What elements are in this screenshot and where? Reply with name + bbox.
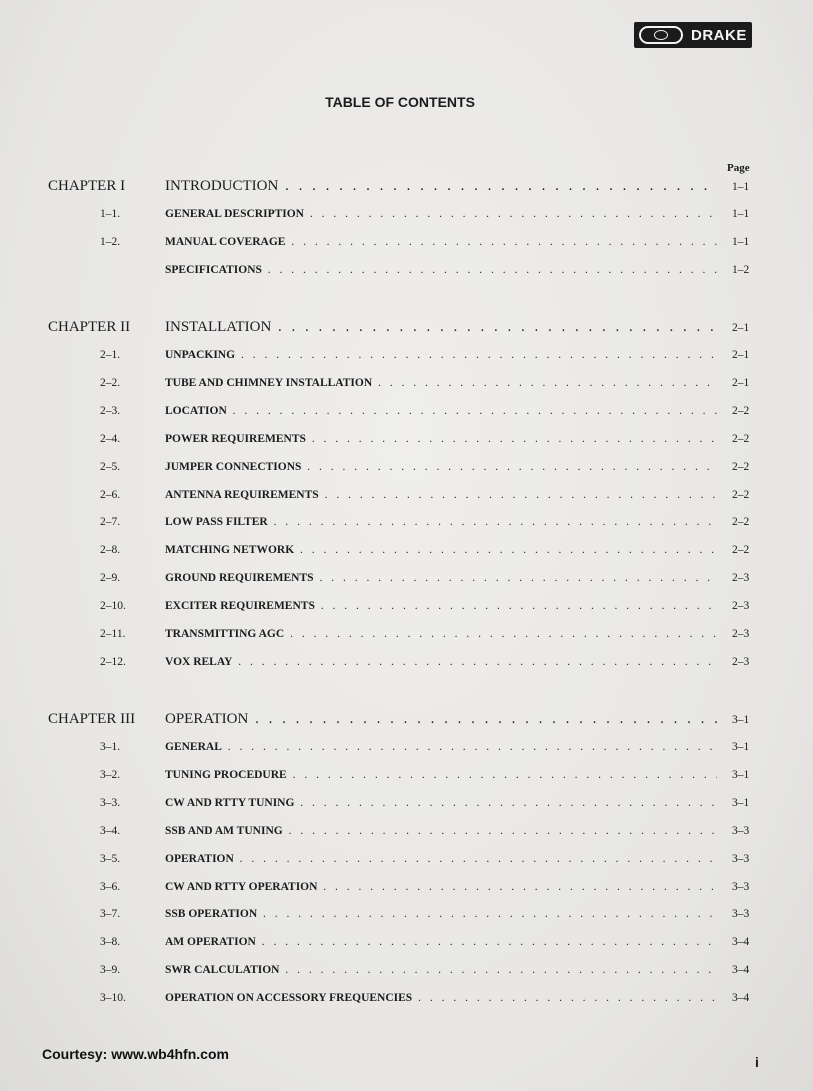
toc-section-row	[0, 851, 813, 871]
section-title: LOCATION . . .	[165, 405, 717, 417]
section-title: TRANSMITTING AGC . . .	[165, 628, 717, 640]
section-title: SSB OPERATION . . .	[165, 908, 717, 920]
section-title: ANTENNA REQUIREMENTS . . .	[165, 489, 717, 501]
section-title: SPECIFICATIONS . . .	[165, 264, 717, 276]
section-page: 3–4	[732, 936, 750, 948]
page-number: i	[755, 1054, 759, 1070]
globe-emblem-icon	[639, 26, 683, 44]
section-number: 1–2.	[100, 236, 121, 248]
toc-section-row	[0, 375, 813, 395]
section-page: 2–3	[732, 656, 750, 668]
section-title: GROUND REQUIREMENTS . . .	[165, 572, 717, 584]
toc-section-row	[0, 739, 813, 759]
toc-section-row	[0, 514, 813, 534]
section-title: CW AND RTTY OPERATION . . .	[165, 881, 717, 893]
toc-section-row	[0, 347, 813, 367]
chapter-number: CHAPTER I	[48, 178, 126, 194]
section-number: 2–5.	[100, 461, 121, 473]
section-title: SSB AND AM TUNING . . .	[165, 825, 717, 837]
toc-chapter-row	[0, 319, 813, 339]
toc-section-row	[0, 598, 813, 618]
section-number: 3–8.	[100, 936, 121, 948]
logo-text: DRAKE	[691, 26, 747, 44]
toc-section-row	[0, 459, 813, 479]
section-page: 1–2	[732, 264, 750, 276]
section-number: 3–9.	[100, 964, 121, 976]
section-page: 3–3	[732, 825, 750, 837]
toc-section-row	[0, 206, 813, 226]
toc-section-row	[0, 403, 813, 423]
section-page: 1–1	[732, 208, 750, 220]
section-page: 3–3	[732, 853, 750, 865]
section-page: 3–4	[732, 992, 750, 1004]
section-title: OPERATION ON ACCESSORY FREQUENCIES . . .	[165, 992, 717, 1004]
section-page: 1–1	[732, 236, 750, 248]
chapter-page: 1–1	[732, 181, 750, 193]
section-number: 3–2.	[100, 769, 121, 781]
section-number: 2–6.	[100, 489, 121, 501]
toc-section-row	[0, 934, 813, 954]
section-page: 3–1	[732, 797, 750, 809]
section-title: EXCITER REQUIREMENTS . . .	[165, 600, 717, 612]
toc-chapter-row	[0, 178, 813, 198]
toc-section-row	[0, 962, 813, 982]
section-page: 2–1	[732, 349, 750, 361]
section-number: 2–1.	[100, 349, 121, 361]
section-page: 3–1	[732, 769, 750, 781]
chapter-title: OPERATION . . .	[165, 711, 717, 728]
section-title: JUMPER CONNECTIONS . . .	[165, 461, 717, 473]
section-number: 2–3.	[100, 405, 121, 417]
section-title: UNPACKING . . .	[165, 349, 717, 361]
courtesy-footer: Courtesy: www.wb4hfn.com	[42, 1046, 229, 1062]
section-page: 2–3	[732, 600, 750, 612]
section-number: 3–10.	[100, 992, 126, 1004]
section-number: 2–8.	[100, 544, 121, 556]
toc-chapter-row	[0, 711, 813, 731]
toc-section-row	[0, 795, 813, 815]
section-page: 3–4	[732, 964, 750, 976]
chapter-number: CHAPTER III	[48, 711, 136, 727]
section-title: SWR CALCULATION . . .	[165, 964, 717, 976]
section-title: TUNING PROCEDURE . . .	[165, 769, 717, 781]
section-title: CW AND RTTY TUNING . . .	[165, 797, 717, 809]
section-number: 2–10.	[100, 600, 126, 612]
chapter-number: CHAPTER II	[48, 319, 131, 335]
section-title: GENERAL DESCRIPTION . . .	[165, 208, 717, 220]
toc-section-row	[0, 234, 813, 254]
toc-section-row	[0, 823, 813, 843]
section-number: 2–12.	[100, 656, 126, 668]
page-title: TABLE OF CONTENTS	[325, 94, 475, 110]
section-title: MANUAL COVERAGE . . .	[165, 236, 717, 248]
toc-section-row	[0, 879, 813, 899]
toc-section-row	[0, 570, 813, 590]
drake-logo	[634, 22, 752, 48]
section-page: 2–2	[732, 405, 750, 417]
section-title: GENERAL . . .	[165, 741, 717, 753]
chapter-title: INSTALLATION . . .	[165, 319, 717, 336]
chapter-title: INTRODUCTION . . .	[165, 178, 717, 195]
chapter-page: 3–1	[732, 714, 750, 726]
toc-section-row	[0, 626, 813, 646]
toc-section-row	[0, 990, 813, 1010]
section-title: MATCHING NETWORK . . .	[165, 544, 717, 556]
section-number: 2–11.	[100, 628, 126, 640]
section-page: 2–3	[732, 628, 750, 640]
section-title: LOW PASS FILTER . . .	[165, 516, 717, 528]
section-number: 2–4.	[100, 433, 121, 445]
section-number: 2–9.	[100, 572, 121, 584]
toc-section-row	[0, 487, 813, 507]
section-number: 2–2.	[100, 377, 121, 389]
chapter-page: 2–1	[732, 322, 750, 334]
section-number: 2–7.	[100, 516, 121, 528]
section-page: 2–2	[732, 544, 750, 556]
section-title: AM OPERATION . . .	[165, 936, 717, 948]
section-number: 3–6.	[100, 881, 121, 893]
toc-section-row	[0, 262, 813, 282]
section-title: POWER REQUIREMENTS . . .	[165, 433, 717, 445]
toc-section-row	[0, 767, 813, 787]
section-number: 3–3.	[100, 797, 121, 809]
section-page: 2–1	[732, 377, 750, 389]
section-page: 2–3	[732, 572, 750, 584]
toc-section-row	[0, 542, 813, 562]
section-page: 2–2	[732, 489, 750, 501]
section-page: 2–2	[732, 516, 750, 528]
section-number: 3–5.	[100, 853, 121, 865]
section-number: 1–1.	[100, 208, 121, 220]
section-page: 3–3	[732, 881, 750, 893]
section-title: TUBE AND CHIMNEY INSTALLATION . . .	[165, 377, 717, 389]
section-page: 3–1	[732, 741, 750, 753]
page-column-header: Page	[727, 162, 750, 174]
section-page: 2–2	[732, 461, 750, 473]
section-title: OPERATION . . .	[165, 853, 717, 865]
toc-section-row	[0, 906, 813, 926]
section-page: 2–2	[732, 433, 750, 445]
section-page: 3–3	[732, 908, 750, 920]
toc-section-row	[0, 431, 813, 451]
toc-section-row	[0, 654, 813, 674]
section-number: 3–7.	[100, 908, 121, 920]
section-number: 3–4.	[100, 825, 121, 837]
section-number: 3–1.	[100, 741, 121, 753]
section-title: VOX RELAY . . .	[165, 656, 717, 668]
